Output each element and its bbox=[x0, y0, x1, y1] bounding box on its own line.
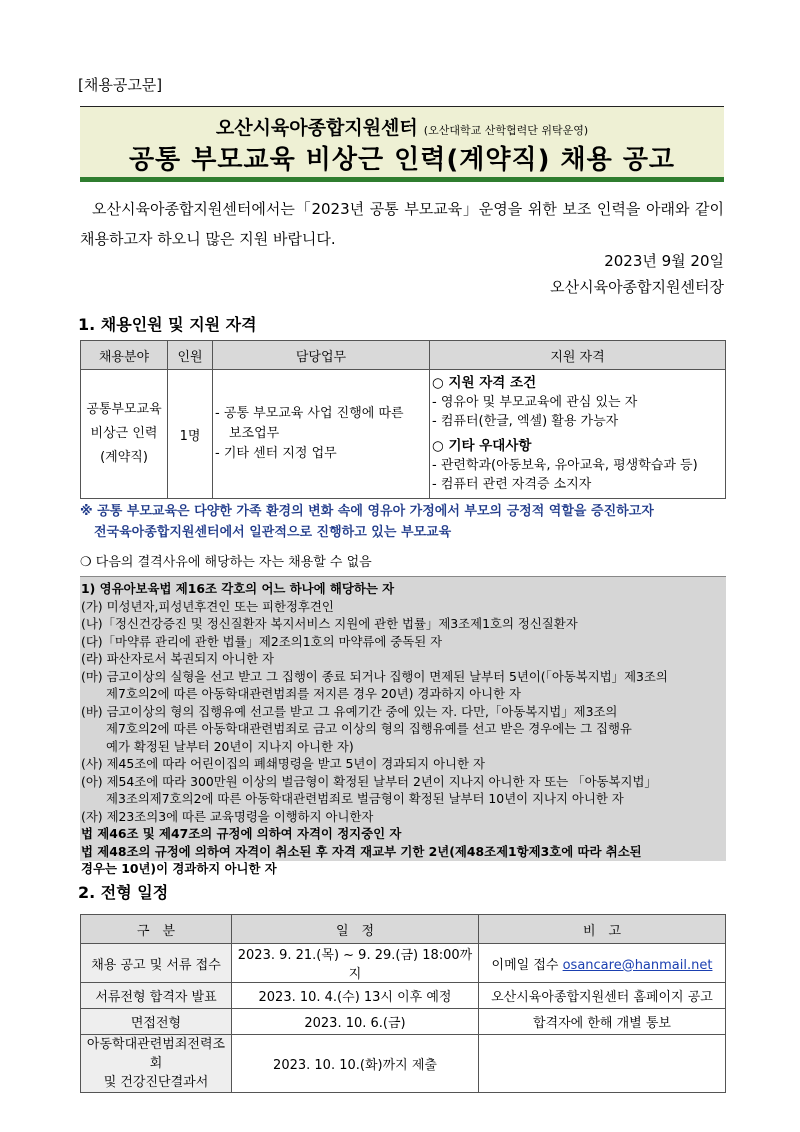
disqual-box bbox=[80, 576, 726, 876]
row-label: 채용 공고 및 서류 접수 bbox=[81, 944, 232, 983]
col-remark: 비 고 bbox=[479, 915, 726, 944]
row-note bbox=[479, 1035, 726, 1093]
duty-line: - 공통 부모교육 사업 진행에 따른 bbox=[215, 406, 404, 421]
section1-heading: 1. 채용인원 및 지원 자격 bbox=[78, 315, 257, 334]
col-qual: 지원 자격 bbox=[430, 341, 726, 370]
col-duty: 담당업무 bbox=[213, 341, 430, 370]
col-category: 구 분 bbox=[81, 915, 232, 944]
row-schedule: 2023. 10. 6.(금) bbox=[232, 1009, 479, 1035]
row-label: 면접전형 bbox=[81, 1009, 232, 1035]
email-link[interactable]: osancare@hanmail.net bbox=[562, 957, 713, 973]
footnote-line: 전국육아종합지원센터에서 일관적으로 진행하고 있는 부모교육 bbox=[94, 525, 452, 540]
duty-cell bbox=[213, 370, 430, 499]
recruit-table bbox=[80, 340, 726, 499]
center-name-line bbox=[80, 113, 724, 140]
operator-note: (오산대학교 산학협력단 위탁운영) bbox=[423, 124, 589, 137]
row-note: 오산시육아종합지원센터 홈페이지 공고 bbox=[479, 983, 726, 1009]
disqual-line: 제7호의2에 따른 아동학대관련범죄로 금고 이상의 형의 집행유예를 선고 받은 경우에는 그 집행유 bbox=[106, 721, 632, 736]
document-tag: [채용공고문] bbox=[78, 76, 163, 94]
pref-item: - 컴퓨터 관련 자격증 소지자 bbox=[432, 477, 592, 492]
note-text: 이메일 접수 bbox=[491, 957, 563, 973]
disqual-line: (바) 금고이상의 형의 집행유예 선고를 받고 그 유예기간 중에 있는 자. 다만,「아동복지법」제3조의 bbox=[81, 703, 618, 719]
qual-item: - 영유아 및 부모교육에 관심 있는 자 bbox=[432, 395, 638, 410]
row-schedule: 2023. 10. 4.(수) 13시 이후 예정 bbox=[232, 983, 479, 1009]
disqual-line: (사) 제45조에 따라 어린이집의 폐쇄명령을 받고 5년이 경과되지 아니한 자 bbox=[81, 756, 485, 771]
section2-heading: 2. 전형 일정 bbox=[78, 883, 169, 902]
duty-line: - 기타 센터 지정 업무 bbox=[215, 446, 337, 461]
disqual-line: (가) 미성년자,피성년후견인 또는 피한정후견인 bbox=[81, 598, 334, 614]
schedule-table bbox=[80, 914, 726, 1093]
disqual-line: 예가 확정된 날부터 20년이 지나지 아니한 자) bbox=[106, 738, 354, 754]
title-box bbox=[80, 106, 724, 182]
pref-item: - 관련학과(아동보육, 유아교육, 평생학습과 등) bbox=[432, 458, 698, 473]
col-schedule: 일 정 bbox=[232, 915, 479, 944]
disqual-line: (자) 제23조의3에 따른 교육명령을 이행하지 아니한자 bbox=[81, 808, 374, 824]
table-row bbox=[81, 983, 726, 1009]
footnote bbox=[80, 501, 726, 543]
disqual-line: (아) 제54조에 따라 300만원 이상의 벌금형이 확정된 날부터 2년이 지나지 아니한 자 또는 「아동복지법」 bbox=[81, 773, 657, 789]
row-schedule: 2023. 9. 21.(목) ~ 9. 29.(금) 18:00까지 bbox=[232, 944, 479, 983]
row-note bbox=[479, 944, 726, 983]
announcement-date: 2023년 9월 20일 bbox=[604, 252, 724, 270]
disqual-line: (마) 금고이상의 실형을 선고 받고 그 집행이 종료 되거나 집행이 면제된 날부터 5년이(「아동복지법」제3조의 bbox=[81, 668, 668, 684]
col-count: 인원 bbox=[168, 341, 213, 370]
disqual-lead: ❍ 다음의 결격사유에 해당하는 자는 채용할 수 없음 bbox=[80, 555, 372, 570]
count-cell: 1명 bbox=[168, 370, 213, 499]
pref-title: ○ 기타 우대사항 bbox=[432, 438, 532, 454]
center-name: 오산시육아종합지원센터 bbox=[215, 117, 418, 139]
disqual-line: 제3조의제7호의2에 따른 아동학대관련범죄로 벌금형이 확정된 날부터 10년이 지나지 아니한 자 bbox=[106, 791, 624, 806]
disqual-line: (라) 파산자로서 복권되지 아니한 자 bbox=[81, 651, 274, 666]
field-line: 공통부모교육 bbox=[86, 402, 162, 417]
disqual-line: 1) 영유아보육법 제16조 각호의 어느 하나에 해당하는 자 bbox=[81, 581, 395, 596]
row-label bbox=[81, 1035, 232, 1093]
field-line: 비상근 인력 bbox=[90, 426, 158, 441]
col-field: 채용분야 bbox=[81, 341, 168, 370]
field-line: (계약직) bbox=[100, 450, 148, 465]
row-label: 서류전형 합격자 발표 bbox=[81, 983, 232, 1009]
intro-paragraph: 오산시육아종합지원센터에서는「2023년 공통 부모교육」운영을 위한 보조 인력을 아래와 같이 채용하고자 하오니 많은 지원 바랍니다. bbox=[80, 200, 724, 248]
row-note: 합격자에 한해 개별 통보 bbox=[479, 1009, 726, 1035]
signer: 오산시육아종합지원센터장 bbox=[550, 278, 724, 296]
footnote-line: ※ 공통 부모교육은 다양한 가족 환경의 변화 속에 영유아 가정에서 부모의 긍정적 역할을 증진하고자 bbox=[80, 504, 654, 519]
disqual-line: 경우는 10년)이 경과하지 아니한 자 bbox=[81, 861, 277, 876]
row-label-line: 및 건강진단결과서 bbox=[103, 1075, 209, 1090]
row-schedule: 2023. 10. 10.(화)까지 제출 bbox=[232, 1035, 479, 1093]
table-row bbox=[81, 1009, 726, 1035]
row-label-line: 아동학대관련범죄전력조회 bbox=[86, 1037, 226, 1071]
field-cell bbox=[81, 370, 168, 499]
qual-item: - 컴퓨터(한글, 엑셀) 활용 가능자 bbox=[432, 414, 619, 429]
disqual-line: 법 제46조 및 제47조의 규정에 의하여 자격이 정지중인 자 bbox=[81, 826, 402, 841]
disqual-line: 제7호의2에 따른 아동학대관련범죄를 저지른 경우 20년) 경과하지 아니한 자 bbox=[106, 686, 521, 701]
table-row bbox=[81, 944, 726, 983]
disqual-line: 법 제48조의 규정에 의하여 자격이 취소된 후 자격 재교부 기한 2년(제48조제1항제3호에 따라 취소된 bbox=[81, 843, 642, 859]
disqual-line: (나)「정신건강증진 및 정신질환자 복지서비스 지원에 관한 법률」제3조제1호의 정신질환자 bbox=[81, 616, 578, 631]
table-row bbox=[81, 1035, 726, 1093]
page-title: 공통 부모교육 비상근 인력(계약직) 채용 공고 bbox=[128, 145, 676, 175]
qual-title: ○ 지원 자격 조건 bbox=[432, 375, 537, 391]
disqual-line: (다)「마약류 관리에 관한 법률」제2조의1호의 마약류에 중독된 자 bbox=[81, 633, 443, 649]
qual-cell bbox=[430, 370, 726, 499]
duty-line: 보조업무 bbox=[229, 426, 280, 441]
